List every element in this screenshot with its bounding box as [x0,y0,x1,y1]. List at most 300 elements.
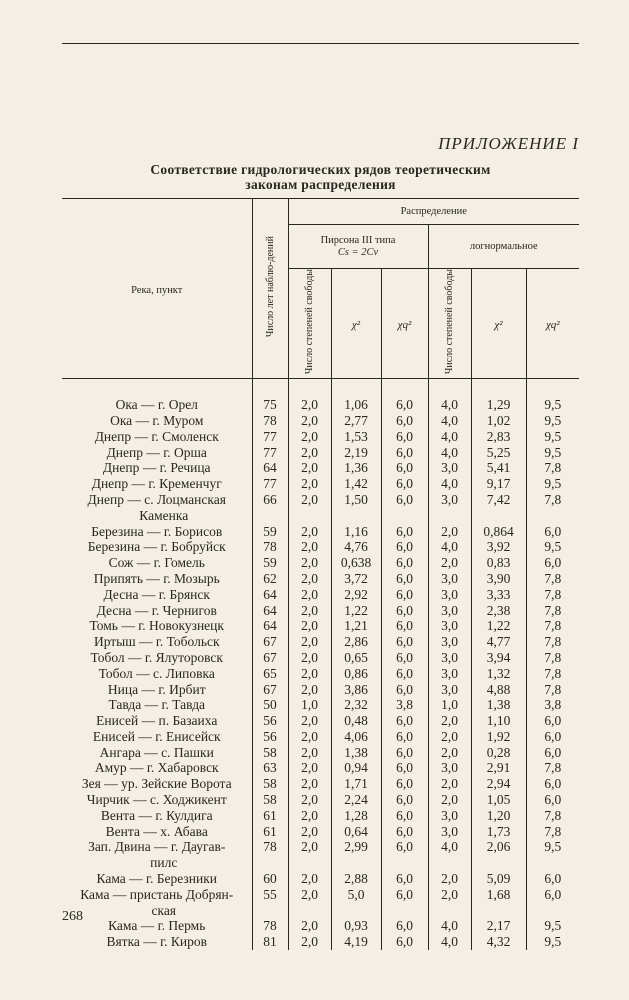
distribution-table [62,198,579,950]
pearson-chi2q-cell: 6,0 [381,587,428,603]
pearson-chi2-cell: 2,24 [331,792,381,808]
pearson-chi2-cell: 4,76 [331,539,381,555]
header-pearson-chi2: χ² [331,269,381,379]
river-name: Днепр — с. Лоцманская [87,491,226,507]
pearson-dof-cell: 2,0 [288,555,331,571]
river-name: Десна — г. Брянск [103,586,210,602]
years-cell: 77 [252,445,288,461]
lognormal-chi2q-cell: 6,0 [544,523,562,539]
pearson-chi2-cell: 0,86 [331,666,381,682]
lognormal-chi2-cell: 4,77 [471,634,526,650]
river-cell [62,539,252,555]
river-name: Зап. Двина — г. Даугав- [88,839,226,855]
table-row [62,650,579,666]
river-cell [62,697,252,713]
river-name: Березина — г. Бобруйск [87,539,226,555]
river-cell [62,555,252,571]
pearson-chi2-cell: 4,19 [331,934,381,950]
lognormal-chi2-cell: 2,94 [471,776,526,792]
lognormal-chi2q-cell: 9,5 [544,444,562,460]
lognormal-chi2-cell: 1,05 [471,792,526,808]
table-row [62,729,579,745]
river-cell [62,650,252,666]
pearson-chi2q-cell: 6,0 [381,839,428,871]
river-cell [62,476,252,492]
river-cell [62,839,252,871]
header-pearson-chi2q: χq² [381,269,428,379]
lognormal-dof-cell: 3,0 [428,603,471,619]
river-name: Сож — г. Гомель [108,555,205,571]
lognormal-chi2-cell: 5,25 [471,445,526,461]
top-rule [62,43,579,44]
lognormal-chi2-cell: 1,32 [471,666,526,682]
years-cell: 50 [252,697,288,713]
table-title-line-1: Соответствие гидрологических рядов теоретическим [150,162,491,177]
lognormal-dof-cell: 3,0 [428,666,471,682]
river-cell [62,429,252,445]
years-cell: 56 [252,713,288,729]
river-cell [62,587,252,603]
river-cell [62,445,252,461]
lognormal-chi2-cell: 1,68 [471,887,526,919]
lognormal-chi2q-cell: 7,8 [544,618,562,634]
lognormal-chi2q-cell: 9,5 [544,839,562,855]
header-lognormal-dof: Число степеней свободы [428,269,471,379]
years-cell: 78 [252,413,288,429]
lognormal-chi2q-cell: 7,8 [544,665,562,681]
lognormal-dof-cell: 2,0 [428,745,471,761]
lognormal-dof-cell: 2,0 [428,555,471,571]
pearson-chi2q-cell: 6,0 [381,918,428,934]
lognormal-chi2q-cell: 7,8 [544,807,562,823]
pearson-chi2-cell: 0,93 [331,918,381,934]
lognormal-chi2q-cell: 9,5 [544,412,562,428]
river-name-continuation: ская [151,902,177,918]
years-cell: 58 [252,745,288,761]
lognormal-chi2q-cell: 9,5 [544,476,562,492]
lognormal-dof-cell: 3,0 [428,492,471,524]
pearson-chi2-cell: 1,38 [331,745,381,761]
pearson-chi2-cell: 1,53 [331,429,381,445]
pearson-chi2q-cell: 6,0 [381,745,428,761]
lognormal-chi2q-cell: 6,0 [544,713,562,729]
pearson-chi2-cell: 4,06 [331,729,381,745]
lognormal-dof-cell: 1,0 [428,697,471,713]
lognormal-chi2q-cell: 7,8 [544,586,562,602]
lognormal-dof-cell: 3,0 [428,650,471,666]
lognormal-chi2-cell: 1,02 [471,413,526,429]
river-name: Чирчик — с. Ходжикент [86,792,227,808]
river-cell [62,666,252,682]
lognormal-dof-cell: 3,0 [428,618,471,634]
lognormal-chi2q-cell: 6,0 [544,555,562,571]
river-name: Кама — г. Березники [96,871,217,887]
years-cell: 64 [252,618,288,634]
pearson-chi2-cell: 2,19 [331,445,381,461]
lognormal-chi2-cell: 3,33 [471,587,526,603]
table-header [62,199,579,379]
years-cell: 78 [252,839,288,871]
river-cell [62,824,252,840]
lognormal-dof-cell: 2,0 [428,729,471,745]
pearson-chi2q-cell: 6,0 [381,871,428,887]
years-cell: 78 [252,539,288,555]
pearson-chi2q-cell: 6,0 [381,634,428,650]
river-name: Ница — г. Ирбит [107,681,206,697]
river-cell [62,603,252,619]
river-cell [62,729,252,745]
table-row [62,634,579,650]
years-cell: 61 [252,808,288,824]
pearson-chi2-cell: 0,48 [331,713,381,729]
pearson-chi2-cell: 2,99 [331,839,381,871]
lognormal-chi2-cell: 0,83 [471,555,526,571]
header-lognormal-chi2q: χq² [526,269,579,379]
pearson-dof-cell: 2,0 [288,918,331,934]
pearson-dof-cell: 2,0 [288,587,331,603]
pearson-chi2q-cell: 6,0 [381,666,428,682]
years-cell: 55 [252,887,288,919]
pearson-dof-cell: 2,0 [288,824,331,840]
pearson-dof-cell: 2,0 [288,603,331,619]
lognormal-chi2q-cell: 9,5 [544,934,562,950]
pearson-chi2q-cell: 6,0 [381,524,428,540]
river-cell [62,792,252,808]
river-name-continuation: пилс [150,855,178,871]
lognormal-chi2-cell: 0,864 [471,524,526,540]
pearson-chi2-cell: 2,32 [331,697,381,713]
years-cell: 75 [252,397,288,413]
pearson-dof-cell: 2,0 [288,713,331,729]
pearson-chi2-cell: 1,22 [331,603,381,619]
river-cell [62,571,252,587]
lognormal-chi2q-cell: 7,8 [544,823,562,839]
pearson-chi2-cell: 0,94 [331,760,381,776]
years-cell: 77 [252,476,288,492]
lognormal-chi2q-cell: 6,0 [544,871,562,887]
river-name: Тобол — с. Липовка [98,665,215,681]
lognormal-chi2q-cell: 7,8 [544,649,562,665]
river-cell [62,808,252,824]
river-name: Тавда — г. Тавда [108,697,206,713]
lognormal-dof-cell: 3,0 [428,571,471,587]
river-cell [62,413,252,429]
pearson-dof-cell: 2,0 [288,760,331,776]
lognormal-chi2q-cell: 7,8 [544,681,562,697]
lognormal-chi2-cell: 1,73 [471,824,526,840]
pearson-dof-cell: 2,0 [288,634,331,650]
table-row [62,760,579,776]
years-cell: 62 [252,571,288,587]
river-cell [62,760,252,776]
header-river: Река, пункт [62,199,252,379]
years-cell: 56 [252,729,288,745]
years-cell: 61 [252,824,288,840]
river-name: Березина — г. Борисов [91,523,223,539]
pearson-chi2-cell: 2,92 [331,587,381,603]
pearson-chi2q-cell: 6,0 [381,792,428,808]
river-name: Ока — г. Муром [110,412,204,428]
header-lognormal-chi2: χ² [471,269,526,379]
lognormal-chi2-cell: 3,90 [471,571,526,587]
pearson-chi2q-cell: 6,0 [381,618,428,634]
river-cell [62,776,252,792]
pearson-dof-cell: 2,0 [288,650,331,666]
lognormal-chi2-cell: 1,20 [471,808,526,824]
lognormal-dof-cell: 3,0 [428,634,471,650]
years-cell: 60 [252,871,288,887]
page-number: 268 [62,909,83,924]
pearson-chi2-cell: 0,638 [331,555,381,571]
river-name: Томь — г. Новокузнецк [89,618,224,634]
lognormal-dof-cell: 4,0 [428,429,471,445]
pearson-dof-cell: 2,0 [288,618,331,634]
lognormal-chi2q-cell: 3,8 [544,697,562,713]
river-cell [62,634,252,650]
years-cell: 67 [252,682,288,698]
lognormal-chi2-cell: 9,17 [471,476,526,492]
lognormal-chi2q-cell: 7,8 [544,602,562,618]
lognormal-dof-cell: 3,0 [428,682,471,698]
years-cell: 65 [252,666,288,682]
pearson-chi2-cell: 2,88 [331,871,381,887]
pearson-chi2-cell: 2,77 [331,413,381,429]
pearson-dof-cell: 2,0 [288,460,331,476]
pearson-chi2q-cell: 6,0 [381,808,428,824]
table-row [62,792,579,808]
table-row [62,887,579,919]
river-name: Днепр — г. Орша [106,444,207,460]
pearson-chi2q-cell: 6,0 [381,539,428,555]
river-name: Ангара — с. Пашки [99,744,214,760]
pearson-dof-cell: 2,0 [288,413,331,429]
lognormal-chi2q-cell: 9,5 [544,428,562,444]
lognormal-chi2-cell: 1,22 [471,618,526,634]
pearson-chi2q-cell: 6,0 [381,445,428,461]
years-cell: 59 [252,555,288,571]
lognormal-chi2-cell: 7,42 [471,492,526,524]
lognormal-dof-cell: 4,0 [428,934,471,950]
pearson-dof-cell: 2,0 [288,492,331,524]
table-row [62,934,579,950]
lognormal-dof-cell: 3,0 [428,587,471,603]
pearson-chi2-cell: 1,16 [331,524,381,540]
river-cell [62,397,252,413]
table-row [62,413,579,429]
table-row [62,697,579,713]
lognormal-chi2q-cell: 6,0 [544,744,562,760]
lognormal-dof-cell: 4,0 [428,413,471,429]
header-pearson: Пирсона III типа Cs = 2Cv [288,225,428,269]
lognormal-chi2q-cell: 7,8 [544,491,562,507]
lognormal-chi2-cell: 4,88 [471,682,526,698]
lognormal-dof-cell: 3,0 [428,824,471,840]
river-cell [62,934,252,950]
table-row [62,460,579,476]
years-cell: 64 [252,603,288,619]
lognormal-chi2q-cell: 7,8 [544,460,562,476]
river-name: Енисей — г. Енисейск [92,728,221,744]
pearson-chi2q-cell: 6,0 [381,429,428,445]
pearson-dof-cell: 2,0 [288,571,331,587]
header-years: Число лет наблю-дений [252,199,288,379]
pearson-dof-cell: 2,0 [288,871,331,887]
lognormal-dof-cell: 2,0 [428,524,471,540]
pearson-dof-cell: 2,0 [288,887,331,919]
river-name: Енисей — п. Базаиха [96,713,218,729]
lognormal-chi2q-cell: 9,5 [544,918,562,934]
pearson-dof-cell: 2,0 [288,729,331,745]
header-distribution: Распределение [288,199,579,225]
pearson-chi2-cell: 3,86 [331,682,381,698]
river-name-continuation: Каменка [139,507,189,523]
river-name: Днепр — г. Смоленск [94,428,219,444]
lognormal-chi2-cell: 2,83 [471,429,526,445]
lognormal-chi2-cell: 2,17 [471,918,526,934]
table-row [62,871,579,887]
river-cell [62,887,252,919]
table-row [62,492,579,524]
table-row [62,603,579,619]
pearson-chi2q-cell: 6,0 [381,603,428,619]
lognormal-chi2q-cell: 6,0 [544,886,562,902]
years-cell: 58 [252,792,288,808]
river-name: Кама — г. Пермь [108,918,206,934]
river-cell [62,918,252,934]
river-cell [62,492,252,524]
table-row [62,682,579,698]
pearson-chi2q-cell: 6,0 [381,476,428,492]
river-cell [62,524,252,540]
pearson-chi2-cell: 1,28 [331,808,381,824]
pearson-chi2q-cell: 6,0 [381,571,428,587]
pearson-dof-cell: 2,0 [288,776,331,792]
header-lognormal: логнормальное [428,225,579,269]
lognormal-dof-cell: 4,0 [428,918,471,934]
lognormal-chi2-cell: 1,10 [471,713,526,729]
pearson-chi2q-cell: 6,0 [381,492,428,524]
table-row [62,445,579,461]
river-name: Вента — г. Кулдига [100,807,213,823]
table-row [62,587,579,603]
lognormal-dof-cell: 2,0 [428,776,471,792]
pearson-chi2q-cell: 6,0 [381,682,428,698]
lognormal-chi2q-cell: 7,8 [544,634,562,650]
river-name: Днепр — г. Кременчуг [91,476,222,492]
lognormal-chi2q-cell: 7,8 [544,570,562,586]
years-cell: 77 [252,429,288,445]
lognormal-dof-cell: 4,0 [428,445,471,461]
lognormal-chi2-cell: 1,92 [471,729,526,745]
table-row [62,713,579,729]
lognormal-dof-cell: 2,0 [428,713,471,729]
pearson-chi2q-cell: 6,0 [381,460,428,476]
lognormal-dof-cell: 2,0 [428,871,471,887]
lognormal-chi2q-cell: 6,0 [544,792,562,808]
table-row [62,918,579,934]
river-name: Вятка — г. Киров [106,934,208,950]
river-cell [62,871,252,887]
pearson-chi2q-cell: 6,0 [381,650,428,666]
years-cell: 64 [252,587,288,603]
pearson-chi2q-cell: 6,0 [381,413,428,429]
years-cell: 58 [252,776,288,792]
river-name: Вента — х. Абава [105,823,208,839]
river-cell [62,618,252,634]
river-name: Тобол — г. Ялуторовск [90,649,223,665]
appendix-label: ПРИЛОЖЕНИЕ I [438,134,579,153]
river-cell [62,713,252,729]
lognormal-dof-cell: 4,0 [428,476,471,492]
river-name: Амур — г. Хабаровск [94,760,219,776]
pearson-chi2-cell: 1,36 [331,460,381,476]
river-name: Десна — г. Чернигов [96,602,217,618]
river-cell [62,460,252,476]
river-cell [62,745,252,761]
pearson-dof-cell: 2,0 [288,524,331,540]
pearson-chi2q-cell: 3,8 [381,697,428,713]
lognormal-chi2-cell: 3,92 [471,539,526,555]
header-pearson-dof: Число степеней свободы [288,269,331,379]
pearson-chi2-cell: 0,65 [331,650,381,666]
years-cell: 78 [252,918,288,934]
pearson-chi2-cell: 1,71 [331,776,381,792]
pearson-dof-cell: 2,0 [288,792,331,808]
pearson-chi2-cell: 1,21 [331,618,381,634]
pearson-chi2q-cell: 6,0 [381,555,428,571]
river-name: Ока — г. Орел [115,397,198,413]
table-title [62,162,579,192]
table-row [62,524,579,540]
table-row [62,618,579,634]
pearson-dof-cell: 2,0 [288,445,331,461]
spacer-row [62,379,579,398]
years-cell: 66 [252,492,288,524]
table-row [62,571,579,587]
lognormal-chi2q-cell: 9,5 [544,397,562,413]
table-row [62,476,579,492]
pearson-dof-cell: 2,0 [288,476,331,492]
river-name: Иртыш — г. Тобольск [93,634,220,650]
table-body [62,379,579,950]
pearson-dof-cell: 1,0 [288,697,331,713]
lognormal-chi2q-cell: 9,5 [544,539,562,555]
river-cell [62,682,252,698]
lognormal-chi2-cell: 2,91 [471,760,526,776]
lognormal-chi2-cell: 5,09 [471,871,526,887]
pearson-dof-cell: 2,0 [288,682,331,698]
table-row [62,824,579,840]
table-row [62,539,579,555]
lognormal-chi2-cell: 4,32 [471,934,526,950]
lognormal-chi2-cell: 2,38 [471,603,526,619]
lognormal-chi2-cell: 2,06 [471,839,526,871]
table-row [62,839,579,871]
pearson-chi2-cell: 5,0 [331,887,381,919]
lognormal-chi2-cell: 1,38 [471,697,526,713]
pearson-chi2q-cell: 6,0 [381,397,428,413]
years-cell: 81 [252,934,288,950]
lognormal-chi2-cell: 5,41 [471,460,526,476]
pearson-dof-cell: 2,0 [288,934,331,950]
pearson-chi2q-cell: 6,0 [381,824,428,840]
lognormal-dof-cell: 4,0 [428,539,471,555]
pearson-dof-cell: 2,0 [288,397,331,413]
pearson-dof-cell: 2,0 [288,666,331,682]
table-row [62,666,579,682]
pearson-dof-cell: 2,0 [288,808,331,824]
river-name: Днепр — г. Речица [102,460,211,476]
